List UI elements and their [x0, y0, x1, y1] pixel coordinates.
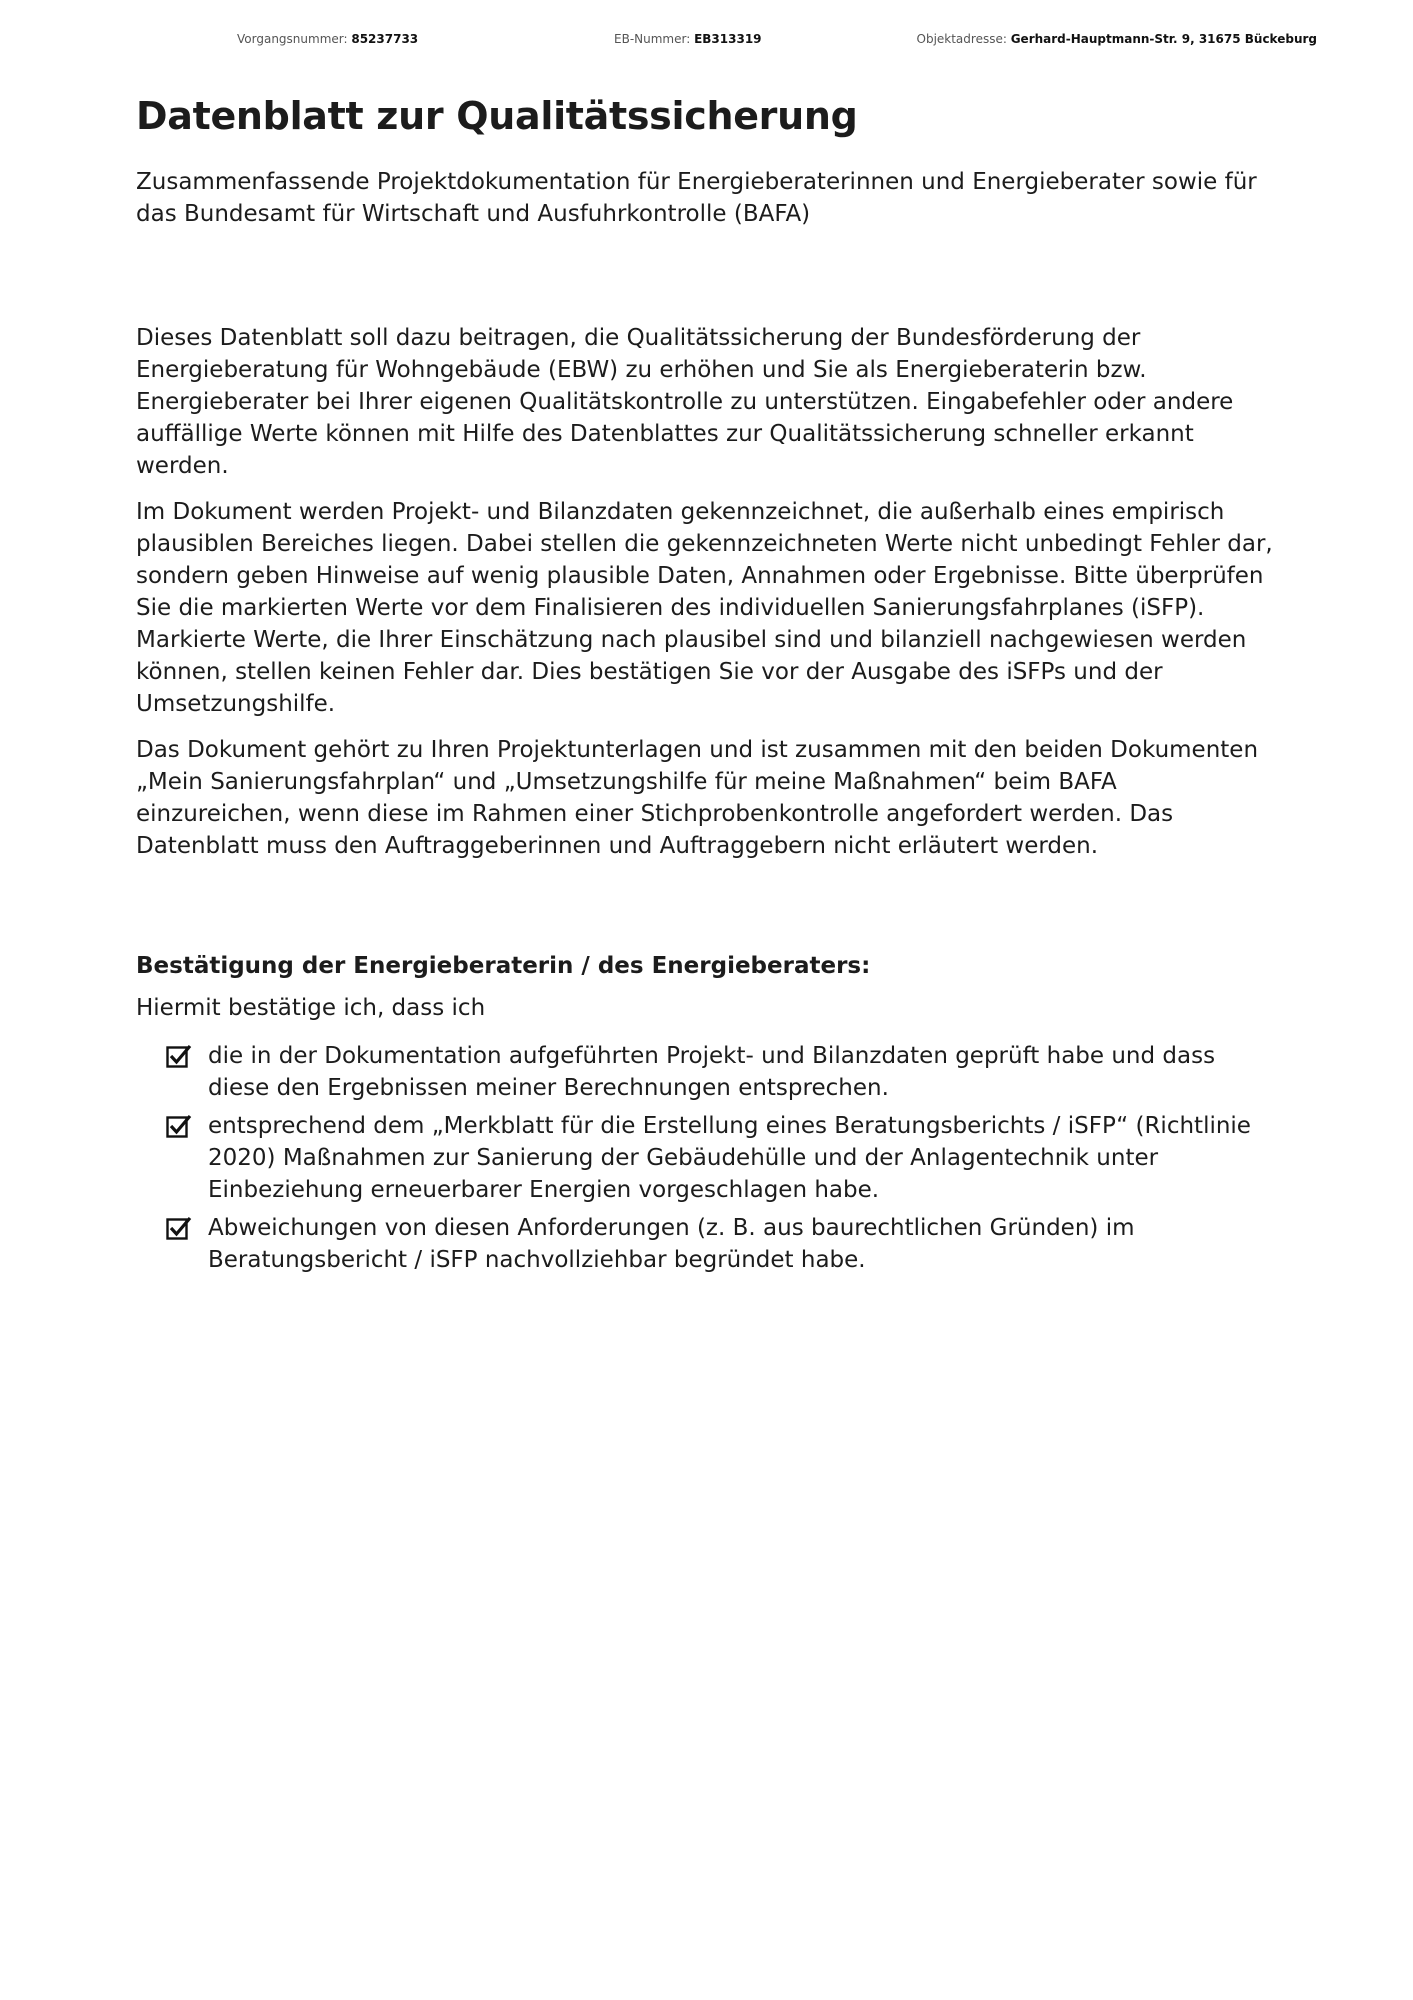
- checked-checkbox-icon[interactable]: [166, 1216, 192, 1242]
- page-subtitle: Zusammenfassende Projektdokumentation für Energieberaterinnen und Energieberater sowie für das Bundesamt für Wirtschaft und Ausfuhrkontrolle (BAFA): [136, 169, 1257, 227]
- checklist-item: [166, 1110, 1276, 1206]
- document-body: [136, 88, 1276, 1282]
- page-header: [0, 32, 1413, 52]
- checked-checkbox-icon[interactable]: [166, 1044, 192, 1070]
- checked-checkbox-icon[interactable]: [166, 1114, 192, 1140]
- eb-nummer-value: EB313319: [694, 32, 762, 46]
- confirmation-checklist: [136, 1040, 1276, 1276]
- objektadresse-field: [917, 32, 1318, 46]
- confirmation-heading: Bestätigung der Energieberaterin / des Energieberaters:: [136, 953, 871, 979]
- checklist-item-text: Abweichungen von diesen Anforderungen (z. B. aus baurechtlichen Gründen) im Beratungsbericht / iSFP nachvollziehbar begründet habe.: [208, 1215, 1135, 1273]
- intro-paragraph: Das Dokument gehört zu Ihren Projektunterlagen und ist zusammen mit den beiden Dokumenten „Mein Sanierungsfahrplan“ und „Umsetzungshilfe für meine Maßnahmen“ beim BAFA einzureichen, wenn diese im Rahmen einer Stichprobenkontrolle angefordert werden. Das Datenblatt muss den Auftraggeberinnen und Auftraggebern nicht erläutert werden.: [136, 737, 1259, 859]
- checklist-item-text: entsprechend dem „Merkblatt für die Erstellung eines Beratungsberichts / iSFP“ (Richtlinie 2020) Maßnahmen zur Sanierung der Gebäudehülle und der Anlagentechnik unter Einbeziehung erneuerbarer Energien vorgeschlagen habe.: [208, 1113, 1251, 1203]
- confirmation-lead: Hiermit bestätige ich, dass ich: [136, 995, 486, 1021]
- objektadresse-value: Gerhard-Hauptmann-Str. 9, 31675 Bückeburg: [1010, 32, 1317, 46]
- confirmation-section: [136, 950, 1276, 1276]
- vorgangsnummer-label: Vorgangsnummer:: [237, 32, 352, 46]
- intro-section: [136, 322, 1276, 862]
- vorgangsnummer-value: 85237733: [351, 32, 419, 46]
- checklist-item-text: die in der Dokumentation aufgeführten Projekt- und Bilanzdaten geprüft habe und dass diese den Ergebnissen meiner Berechnungen entsprechen.: [208, 1043, 1216, 1101]
- checklist-item: [166, 1212, 1276, 1276]
- checklist-item: [166, 1040, 1276, 1104]
- page-title: Datenblatt zur Qualitätssicherung: [136, 94, 858, 138]
- intro-paragraph: Dieses Datenblatt soll dazu beitragen, die Qualitätssicherung der Bundesförderung der Energieberatung für Wohngebäude (EBW) zu erhöhen und Sie als Energieberaterin bzw. Energieberater bei Ihrer eigenen Qualitätskontrolle zu unterstützen. Eingabefehler oder andere auffällige Werte können mit Hilfe des Datenblattes zur Qualitätssicherung schneller erkannt werden.: [136, 325, 1234, 479]
- vorgangsnummer-field: [237, 32, 418, 46]
- objektadresse-label: Objektadresse:: [916, 32, 1011, 46]
- intro-paragraph: Im Dokument werden Projekt- und Bilanzdaten gekennzeichnet, die außerhalb eines empirisch plausiblen Bereiches liegen. Dabei stellen die gekennzeichneten Werte nicht unbedingt Fehler dar, sondern geben Hinweise auf wenig plausible Daten, Annahmen oder Ergebnisse. Bitte überprüfen Sie die markierten Werte vor dem Finalisieren des individuellen Sanierungsfahrplanes (iSFP). Markierte Werte, die Ihrer Einschätzung nach plausibel sind und bilanziell nachgewiesen werden können, stellen keinen Fehler dar. Dies bestätigen Sie vor der Ausgabe des iSFPs und der Umsetzungshilfe.: [136, 499, 1273, 717]
- eb-nummer-field: [614, 32, 762, 46]
- eb-nummer-label: EB-Nummer:: [614, 32, 695, 46]
